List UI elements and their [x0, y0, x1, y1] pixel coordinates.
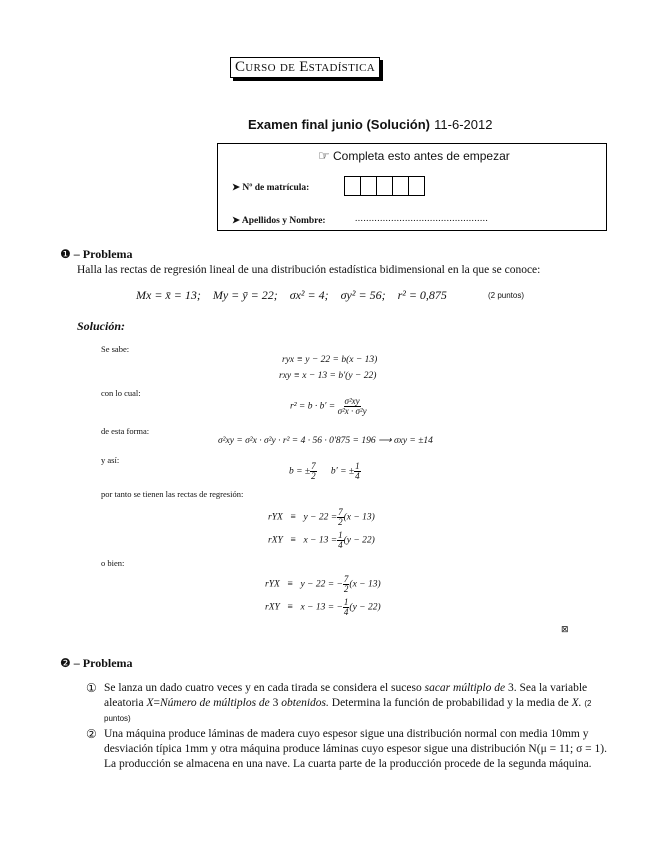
nombre-label: [232, 215, 326, 226]
equiv-symbol: ≡: [286, 579, 294, 590]
alt-yx-den: 2: [343, 584, 349, 594]
arrow-bullet-icon: ➤: [232, 216, 240, 226]
item1-text-a: Se lanza un dado cuatro veces y en cada tirada se considera el suceso: [104, 682, 422, 694]
sol-por-tanto: por tanto se tienen las rectas de regresión:: [101, 489, 244, 499]
eq-bp-fraction: [354, 462, 361, 481]
qed-icon: ⊠: [561, 625, 569, 635]
alt-yx-rhs-b: (x − 13): [349, 579, 381, 590]
matricula-digit-box[interactable]: [360, 176, 377, 196]
item1-three: 3: [272, 697, 279, 709]
problem-number-2: ❷: [60, 656, 71, 670]
item1-var-x-end: X.: [571, 697, 582, 709]
item1-em-2: Número de múltiplos de: [160, 697, 270, 709]
matricula-label: [232, 182, 309, 193]
reg-yx-rhs-b: (x − 13): [343, 512, 375, 523]
exam-title-line: [248, 117, 492, 133]
item1-text-e: Determina la función de probabilidad y la media de: [331, 697, 569, 709]
reg-yx-num: 7: [338, 507, 343, 517]
eq-r2-fraction: [338, 397, 367, 416]
formula-my: My = ȳ = 22;: [212, 288, 278, 302]
item1-text-b: 3. Sea la variable aleatoria: [104, 682, 588, 709]
problem-number-1: ❶: [60, 247, 71, 261]
sol-se-sabe: Se sabe:: [101, 344, 130, 354]
formula-sy: σy² = 56;: [340, 288, 386, 302]
reg-yx-lhs: rYX: [268, 512, 283, 523]
equiv-symbol: ≡: [286, 602, 294, 613]
equiv-symbol: ≡: [289, 535, 297, 546]
alt-xy-rhs-b: (y − 22): [349, 602, 381, 613]
problem-2-item-2: Una máquina produce láminas de madera cuyo espesor sigue una distribución normal con media 10mm y desviación típica 1mm y otra máquina produce láminas cuyo espesor sigue una distribución N(μ = 11; σ = 1). La producción se almacena en una nave. La cuarta parte de la producción procede de la segunda máquina.: [104, 728, 608, 770]
reg-xy-rhs-a: x − 13 =: [303, 535, 338, 546]
nombre-label-text: Apellidos y Nombre:: [241, 216, 326, 226]
sol-reg-xy: [268, 531, 375, 550]
formula-sx: σx² = 4;: [289, 288, 329, 302]
form-heading-text: Completa esto antes de empezar: [333, 149, 510, 163]
matricula-input-boxes[interactable]: [344, 176, 424, 196]
item1-var-x: X: [146, 697, 154, 709]
formula-mx: Mx = x̄ = 13;: [136, 288, 201, 302]
sol-o-bien: o bien:: [101, 558, 125, 568]
matricula-digit-box[interactable]: [344, 176, 361, 196]
matricula-digit-box[interactable]: [408, 176, 425, 196]
alt-xy-lhs: rXY: [265, 602, 280, 613]
sol-eq-covariance: σ²xy = σ²x · σ²y · r² = 4 · 56 · 0′875 = 196 ⟶ σxy = ±14: [218, 436, 433, 446]
student-info-box: [217, 143, 607, 231]
alt-xy-rhs-a: x − 13 = −: [300, 602, 343, 613]
hand-pointing-icon: ☞: [318, 149, 330, 164]
reg-xy-num: 1: [338, 530, 343, 540]
reg-xy-rhs-b: (y − 22): [343, 535, 375, 546]
problem-1-formula: [136, 288, 447, 303]
equiv-symbol: ≡: [289, 512, 297, 523]
item-number-1: ①: [86, 681, 97, 695]
alt-yx-rhs-a: y − 22 = −: [300, 579, 343, 590]
alt-xy-num: 1: [343, 597, 349, 607]
sol-con-lo-cual: con lo cual:: [101, 388, 141, 398]
sol-y-asi: y así:: [101, 455, 120, 465]
formula-r2: r² = 0,875: [397, 288, 447, 302]
exam-date: 11-6-2012: [434, 117, 493, 132]
sol-eq-b-values: [289, 462, 361, 481]
item1-em-1: sacar múltiplo de: [424, 682, 506, 694]
alt-xy-den: 4: [343, 607, 349, 617]
nombre-field[interactable]: ................................................: [355, 214, 489, 224]
problem-2-item-1: [104, 681, 612, 726]
item1-points: (2 puntos): [104, 699, 592, 723]
sol-eq-rxy: rxy ≡ x − 13 = b′(y − 22): [279, 371, 377, 381]
eq-r2-numerator: σ²xy: [344, 396, 360, 406]
sol-reg-yx: [268, 508, 375, 527]
course-title: Curso de Estadística: [230, 57, 380, 78]
problem-2-heading: [60, 656, 133, 671]
eq-bp-lhs: b′ = ±: [330, 466, 355, 477]
exam-title: Examen final junio (Solución): [248, 117, 431, 132]
solution-heading: Solución:: [77, 319, 126, 333]
item1-em-3: obtenidos.: [281, 697, 329, 709]
reg-yx-den: 2: [338, 517, 343, 527]
item-number-2: ②: [86, 727, 97, 741]
form-heading: [318, 149, 510, 164]
eq-b-den: 2: [311, 471, 316, 481]
sol-alt-yx: [265, 575, 381, 594]
matricula-label-text: Nº de matrícula:: [242, 183, 310, 193]
problem-1-heading-text: – Problema: [73, 247, 133, 261]
sol-eq-ryx: ryx ≡ y − 22 = b(x − 13): [282, 355, 378, 365]
eq-r2-denominator: σ²x · σ²y: [337, 406, 367, 416]
matricula-digit-box[interactable]: [392, 176, 409, 196]
sol-de-esta-forma: de esta forma:: [101, 426, 150, 436]
reg-xy-lhs: rXY: [268, 535, 283, 546]
sol-alt-xy: [265, 598, 381, 617]
arrow-bullet-icon: ➤: [232, 183, 240, 193]
matricula-digit-box[interactable]: [376, 176, 393, 196]
problem-1-statement: Halla las rectas de regresión lineal de una distribución estadística bidimensional en la que se conoce:: [77, 264, 541, 276]
problem-2-heading-text: – Problema: [73, 656, 133, 670]
sol-eq-r2: [290, 397, 367, 416]
reg-xy-den: 4: [338, 540, 343, 550]
eq-bp-den: 4: [355, 471, 360, 481]
eq-b-lhs: b = ±: [289, 466, 311, 477]
reg-yx-rhs-a: y − 22 =: [303, 512, 338, 523]
problem-1-heading: [60, 247, 133, 262]
problem-1-points: (2 puntos): [488, 291, 525, 300]
eq-b-fraction: [310, 462, 317, 481]
eq-r2-lhs: r² = b · b′ =: [290, 401, 336, 412]
item1-equals: =: [153, 697, 160, 709]
alt-yx-num: 7: [343, 574, 349, 584]
eq-bp-num: 1: [355, 461, 360, 471]
eq-b-num: 7: [311, 461, 316, 471]
alt-yx-lhs: rYX: [265, 579, 280, 590]
